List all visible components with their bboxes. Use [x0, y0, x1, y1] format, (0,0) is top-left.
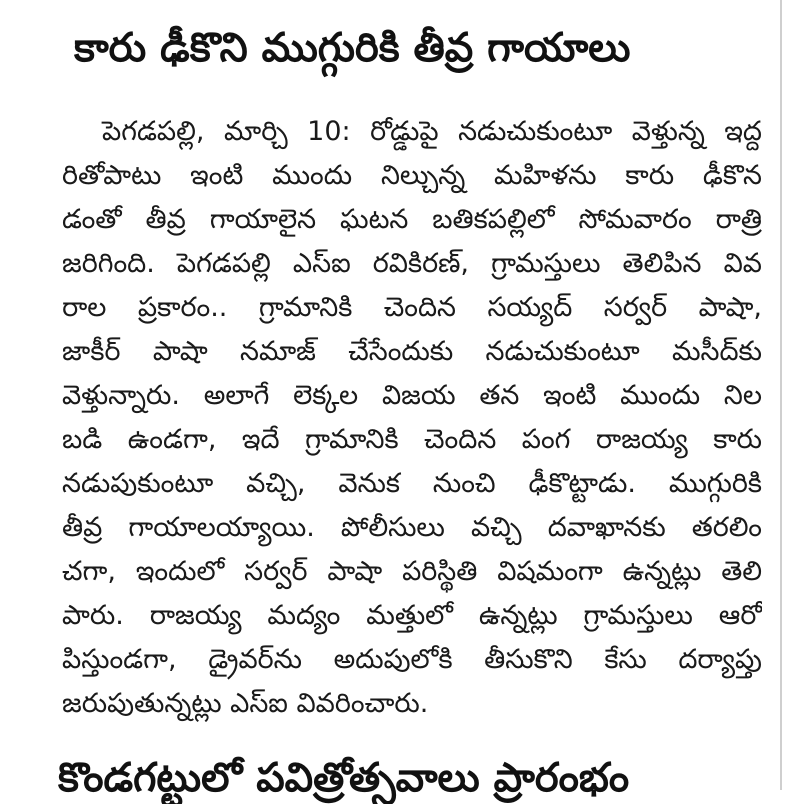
- column-rule: [780, 0, 782, 790]
- article-line: పెగడపల్లి, మార్చి 10: రోడ్డుపై నడుచుకుంటూ వెళ్తున్న ఇద్ద: [102, 116, 762, 147]
- article-line: వెళ్తున్నారు. అలాగే లెక్కల విజయ తన ఇంటి ముందు నిల: [62, 380, 762, 411]
- article-line: చగా, ఇందులో సర్వర్ పాషా పరిస్థితి విషమంగా ఉన్నట్లు తెలి: [62, 556, 762, 587]
- article-line: పారు. రాజయ్య మద్యం మత్తులో ఉన్నట్లు గ్రామస్తులు ఆరో: [62, 600, 762, 631]
- article-line: డంతో తీవ్ర గాయాలైన ఘటన బతికపల్లిలో సోమవారం రాత్రి: [62, 204, 762, 235]
- article-line: పిస్తుండగా, డ్రైవర్‌ను అదుపులోకి తీసుకొని కేసు దర్యాప్తు: [62, 644, 762, 675]
- article-line: రాల ప్రకారం.. గ్రామానికి చెందిన సయ్యద్ సర్వర్ పాషా,: [62, 292, 762, 323]
- next-article-headline: కొండగట్టులో పవిత్రోత్సవాలు ప్రారంభం: [58, 755, 630, 801]
- article-headline: కారు ఢీకొని ముగ్గురికి తీవ్ర గాయాలు: [74, 25, 631, 71]
- article-line: నడుపుకుంటూ వచ్చి, వెనుక నుంచి ఢీకొట్టాడు. ముగ్గురికి: [62, 468, 762, 499]
- article-line: జరుపుతున్నట్లు ఎస్ఐ వివరించారు.: [62, 688, 429, 719]
- article-line: తీవ్ర గాయాలయ్యాయి. పోలీసులు వచ్చి దవాఖానకు తరలిం: [62, 512, 762, 543]
- article-line: రితోపాటు ఇంటి ముందు నిల్చున్న మహిళను కారు ఢీకొన: [62, 160, 762, 191]
- article-line: జరిగింది. పెగడపల్లి ఎస్ఐ రవికిరణ్, గ్రామస్తులు తెలిపిన వివ: [62, 248, 762, 279]
- article-line: జాకీర్ పాషా నమాజ్ చేసేందుకు నడుచుకుంటూ మసీద్‌కు: [62, 336, 762, 367]
- article-line: బడి ఉండగా, ఇదే గ్రామానికి చెందిన పంగ రాజయ్య కారు: [62, 424, 762, 455]
- article-body: [62, 110, 762, 726]
